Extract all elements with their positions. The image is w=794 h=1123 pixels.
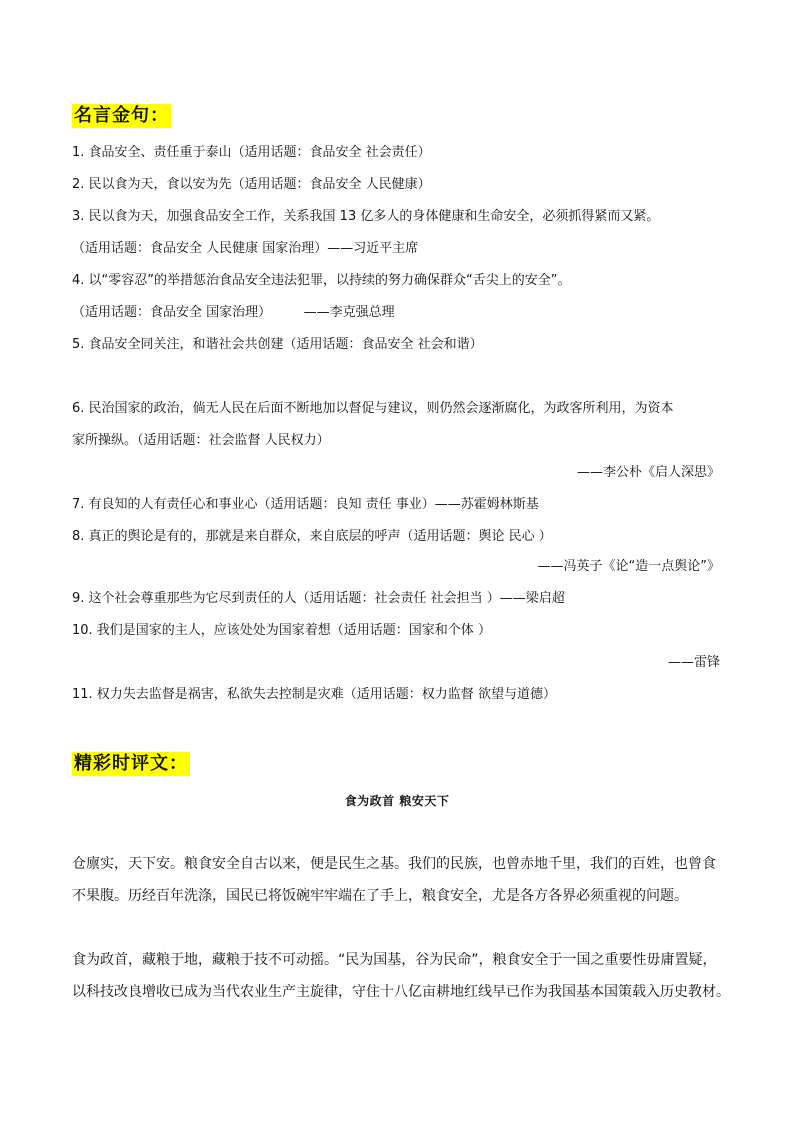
quote-1: 1. 食品安全、责任重于泰山（适用话题：食品安全 社会责任） — [72, 145, 431, 160]
quote-11: 11. 权力失去监督是祸害，私欲失去控制是灾难（适用话题：权力监督 欲望与道德） — [72, 687, 556, 702]
quote-6: 6. 民治国家的政治，倘无人民在后面不断地加以督促与建议，则仍然会逐渐腐化，为政客所利用，为资本 — [72, 401, 674, 416]
section-heading-commentary: 精彩时评文： — [74, 753, 188, 774]
quote-5: 5. 食品安全同关注，和谐社会共创建（适用话题：食品安全 社会和谐） — [72, 337, 483, 352]
quote-3-topics: （适用话题：食品安全 人民健康 国家治理）——习近平主席 — [72, 241, 419, 256]
quote-10-attribution: ——雷锋 — [667, 655, 720, 670]
quote-8: 8. 真正的舆论是有的，那就是来自群众，来自底层的呼声（适用话题：舆论 民心 ） — [72, 529, 552, 544]
quote-9: 9. 这个社会尊重那些为它尽到责任的人（适用话题：社会责任 社会担当 ）——梁启超 — [72, 591, 565, 606]
quote-4-topics: （适用话题：食品安全 国家治理） ——李克强总理 — [72, 305, 395, 320]
quote-6-attribution: ——李公朴《启人深思》 — [576, 465, 720, 480]
article-title: 食为政首 粮安天下 — [344, 794, 450, 808]
quote-10: 10. 我们是国家的主人，应该处处为国家着想（适用话题：国家和个体 ） — [72, 623, 491, 638]
article-paragraph-2-line-1: 食为政首，藏粮于地，藏粮于技不可动摇。“民为国基，谷为民命”，粮食安全于一国之重要性毋庸置疑， — [72, 952, 717, 968]
article-paragraph-1-line-1: 仓廪实，天下安。粮食安全自古以来，便是民生之基。我们的民族，也曾赤地千里，我们的百姓，也曾食 — [72, 856, 716, 872]
quote-2: 2. 民以食为天，食以安为先（适用话题：食品安全 人民健康） — [72, 177, 431, 192]
quote-6-continued: 家所操纵。（适用话题：社会监督 人民权力） — [72, 433, 330, 448]
quote-8-attribution: ——冯英子《论“造一点舆论”》 — [537, 559, 720, 574]
section-heading-quotes: 名言金句： — [74, 105, 169, 126]
quote-3: 3. 民以食为天，加强食品安全工作，关系我国 13 亿多人的身体健康和生命安全，必须抓得紧而又紧。 — [72, 209, 660, 224]
article-paragraph-2-line-2: 以科技改良增收已成为当代农业生产主旋律，守住十八亿亩耕地红线早已作为我国基本国策载入历史教材。 — [72, 984, 730, 1000]
quote-7: 7. 有良知的人有责任心和事业心（适用话题：良知 责任 事业）——苏霍姆林斯基 — [72, 497, 539, 512]
quote-4: 4. 以“零容忍”的举措惩治食品安全违法犯罪，以持续的努力确保群众“舌尖上的安全”。 — [72, 273, 571, 288]
article-paragraph-1-line-2: 不果腹。历经百年洗涤，国民已将饭碗牢牢端在了手上，粮食安全，尤是各方各界必须重视的问题。 — [72, 888, 688, 904]
